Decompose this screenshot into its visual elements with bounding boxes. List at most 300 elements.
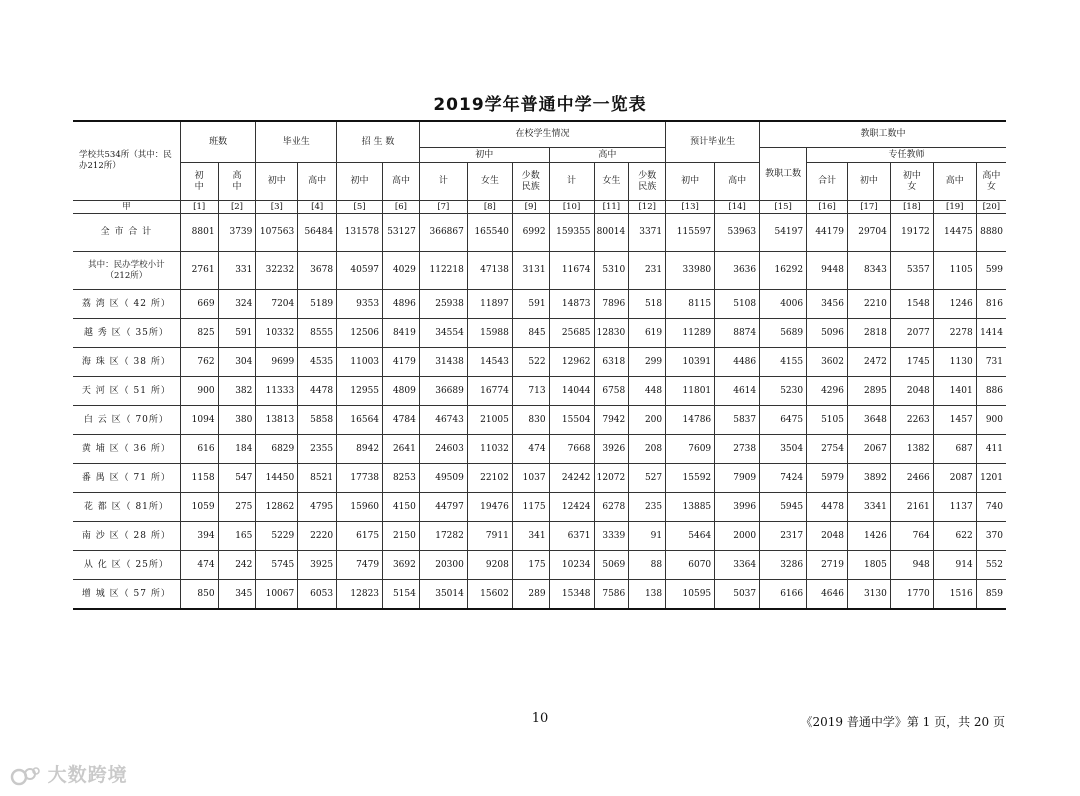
table-cell: 1745 — [890, 348, 933, 377]
table-cell: 11289 — [666, 319, 715, 348]
table-cell: 14475 — [933, 214, 976, 252]
table-cell: 2048 — [807, 522, 848, 551]
table-cell: 16292 — [760, 252, 807, 290]
table-cell: 40597 — [337, 252, 383, 290]
table-cell: 1516 — [933, 580, 976, 610]
table-cell: 49509 — [419, 464, 467, 493]
table-cell: 394 — [180, 522, 218, 551]
table-cell: 2355 — [298, 435, 337, 464]
table-body — [73, 214, 1006, 610]
table-cell: 6070 — [666, 551, 715, 580]
table-cell: 6829 — [256, 435, 298, 464]
table-cell: 3602 — [807, 348, 848, 377]
table-cell: 11003 — [337, 348, 383, 377]
table-cell: 886 — [976, 377, 1006, 406]
row-label: 其中：民办学校小计 （212所） — [73, 252, 180, 290]
table-cell: 20300 — [419, 551, 467, 580]
table-cell: 474 — [512, 435, 549, 464]
table-cell: 900 — [976, 406, 1006, 435]
table-cell: 44797 — [419, 493, 467, 522]
table-cell: 7909 — [715, 464, 760, 493]
col-staff-total: 教职工数 — [760, 148, 807, 201]
table-cell: 6278 — [594, 493, 629, 522]
table-cell: 8555 — [298, 319, 337, 348]
table-cell: 304 — [218, 348, 256, 377]
row-label: 全 市 合 计 — [73, 214, 180, 252]
table-cell: 9448 — [807, 252, 848, 290]
table-cell: 12424 — [549, 493, 594, 522]
table-cell: 2761 — [180, 252, 218, 290]
column-index: [7] — [419, 201, 467, 214]
table-cell: 8874 — [715, 319, 760, 348]
table-cell: 11333 — [256, 377, 298, 406]
col-header: 初中 — [847, 163, 890, 201]
table-cell: 547 — [218, 464, 256, 493]
table-cell: 2048 — [890, 377, 933, 406]
table-row — [73, 493, 1006, 522]
table-cell: 165 — [218, 522, 256, 551]
table-cell: 11674 — [549, 252, 594, 290]
table-cell: 4809 — [383, 377, 420, 406]
table-cell: 522 — [512, 348, 549, 377]
table-cell: 131578 — [337, 214, 383, 252]
col-header: 合计 — [807, 163, 848, 201]
table-cell: 5229 — [256, 522, 298, 551]
school-statistics-table — [73, 120, 1006, 610]
table-cell: 10234 — [549, 551, 594, 580]
table-cell: 3996 — [715, 493, 760, 522]
table-cell: 2472 — [847, 348, 890, 377]
index-label: 甲 — [73, 201, 180, 214]
table-cell: 16774 — [467, 377, 512, 406]
table-cell: 2818 — [847, 319, 890, 348]
table-row — [73, 522, 1006, 551]
table-row — [73, 406, 1006, 435]
table-cell: 341 — [512, 522, 549, 551]
column-index: [3] — [256, 201, 298, 214]
row-label: 花 都 区（ 81所） — [73, 493, 180, 522]
table-cell: 235 — [629, 493, 666, 522]
table-cell: 1382 — [890, 435, 933, 464]
table-cell: 740 — [976, 493, 1006, 522]
table-cell: 4486 — [715, 348, 760, 377]
column-index: [10] — [549, 201, 594, 214]
table-cell: 17738 — [337, 464, 383, 493]
table-cell: 88 — [629, 551, 666, 580]
table-cell: 7479 — [337, 551, 383, 580]
table-row — [73, 551, 1006, 580]
col-header: 计 — [549, 163, 594, 201]
row-label: 南 沙 区（ 28 所） — [73, 522, 180, 551]
table-cell: 138 — [629, 580, 666, 610]
table-row — [73, 435, 1006, 464]
table-cell: 527 — [629, 464, 666, 493]
table-cell: 5689 — [760, 319, 807, 348]
table-cell: 5945 — [760, 493, 807, 522]
table-cell: 53963 — [715, 214, 760, 252]
table-cell: 6175 — [337, 522, 383, 551]
table-cell: 5096 — [807, 319, 848, 348]
table-cell: 44179 — [807, 214, 848, 252]
table-cell: 448 — [629, 377, 666, 406]
table-cell: 345 — [218, 580, 256, 610]
table-cell: 8253 — [383, 464, 420, 493]
column-index: [4] — [298, 201, 337, 214]
table-cell: 2067 — [847, 435, 890, 464]
column-index: [11] — [594, 201, 629, 214]
table-cell: 16564 — [337, 406, 383, 435]
table-cell: 5310 — [594, 252, 629, 290]
table-cell: 7896 — [594, 290, 629, 319]
table-cell: 669 — [180, 290, 218, 319]
table-cell: 552 — [976, 551, 1006, 580]
table-cell: 12823 — [337, 580, 383, 610]
col-header: 女生 — [467, 163, 512, 201]
row-label: 越 秀 区（ 35所） — [73, 319, 180, 348]
table-cell: 3286 — [760, 551, 807, 580]
group-enrollment: 招 生 数 — [337, 121, 420, 163]
table-cell: 8942 — [337, 435, 383, 464]
page-number: 10 — [531, 711, 549, 726]
table-cell: 12830 — [594, 319, 629, 348]
table-row — [73, 580, 1006, 610]
table-cell: 29704 — [847, 214, 890, 252]
table-cell: 15592 — [666, 464, 715, 493]
table-cell: 3364 — [715, 551, 760, 580]
table-cell: 208 — [629, 435, 666, 464]
table-cell: 15960 — [337, 493, 383, 522]
table-cell: 3130 — [847, 580, 890, 610]
table-cell: 4896 — [383, 290, 420, 319]
table-cell: 14450 — [256, 464, 298, 493]
table-cell: 3341 — [847, 493, 890, 522]
table-cell: 1137 — [933, 493, 976, 522]
table-cell: 2210 — [847, 290, 890, 319]
table-cell: 115597 — [666, 214, 715, 252]
table-cell: 4784 — [383, 406, 420, 435]
table-cell: 8419 — [383, 319, 420, 348]
table-cell: 15504 — [549, 406, 594, 435]
row-label: 从 化 区（ 25所） — [73, 551, 180, 580]
table-cell: 91 — [629, 522, 666, 551]
col-header: 初中 — [337, 163, 383, 201]
group-classes: 班数 — [180, 121, 256, 163]
table-cell: 3926 — [594, 435, 629, 464]
table-cell: 3131 — [512, 252, 549, 290]
table-cell: 7911 — [467, 522, 512, 551]
column-index: [18] — [890, 201, 933, 214]
col-header: 高 中 — [218, 163, 256, 201]
table-cell: 165540 — [467, 214, 512, 252]
table-row — [73, 319, 1006, 348]
table-cell: 764 — [890, 522, 933, 551]
table-cell: 5858 — [298, 406, 337, 435]
group-graduates: 毕业生 — [256, 121, 337, 163]
table-cell: 9208 — [467, 551, 512, 580]
table-cell: 2278 — [933, 319, 976, 348]
table-cell: 54197 — [760, 214, 807, 252]
table-cell: 36689 — [419, 377, 467, 406]
table-cell: 4150 — [383, 493, 420, 522]
table-cell: 25938 — [419, 290, 467, 319]
col-header: 高中 — [383, 163, 420, 201]
group-staff: 教职工数中 — [760, 121, 1006, 148]
table-cell: 687 — [933, 435, 976, 464]
table-cell: 370 — [976, 522, 1006, 551]
table-cell: 31438 — [419, 348, 467, 377]
column-index: [14] — [715, 201, 760, 214]
table-cell: 713 — [512, 377, 549, 406]
table-cell: 35014 — [419, 580, 467, 610]
table-row — [73, 252, 1006, 290]
table-cell: 289 — [512, 580, 549, 610]
table-cell: 6758 — [594, 377, 629, 406]
col-header: 初中 — [666, 163, 715, 201]
table-row — [73, 464, 1006, 493]
table-cell: 4155 — [760, 348, 807, 377]
table-cell: 366867 — [419, 214, 467, 252]
table-cell: 24603 — [419, 435, 467, 464]
table-cell: 7204 — [256, 290, 298, 319]
table-cell: 1037 — [512, 464, 549, 493]
table-cell: 242 — [218, 551, 256, 580]
table-cell: 3892 — [847, 464, 890, 493]
table-cell: 231 — [629, 252, 666, 290]
col-header: 高中 — [298, 163, 337, 201]
table-cell: 382 — [218, 377, 256, 406]
table-cell: 3678 — [298, 252, 337, 290]
table-cell: 518 — [629, 290, 666, 319]
table-cell: 2220 — [298, 522, 337, 551]
watermark — [10, 760, 128, 787]
col-header: 计 — [419, 163, 467, 201]
table-cell: 591 — [218, 319, 256, 348]
table-cell: 8801 — [180, 214, 218, 252]
table-cell: 4478 — [807, 493, 848, 522]
table-cell: 731 — [976, 348, 1006, 377]
table-cell: 900 — [180, 377, 218, 406]
table-cell: 830 — [512, 406, 549, 435]
table-cell: 4646 — [807, 580, 848, 610]
col-header: 女生 — [594, 163, 629, 201]
table-cell: 46743 — [419, 406, 467, 435]
table-cell: 3456 — [807, 290, 848, 319]
table-cell: 12506 — [337, 319, 383, 348]
table-cell: 619 — [629, 319, 666, 348]
table-cell: 1414 — [976, 319, 1006, 348]
table-cell: 331 — [218, 252, 256, 290]
table-cell: 11801 — [666, 377, 715, 406]
table-cell: 14786 — [666, 406, 715, 435]
page-title: 2019学年普通中学一览表 — [433, 95, 647, 115]
table-cell: 80014 — [594, 214, 629, 252]
table-cell: 9699 — [256, 348, 298, 377]
table-cell: 4006 — [760, 290, 807, 319]
table-cell: 1548 — [890, 290, 933, 319]
table-cell: 2087 — [933, 464, 976, 493]
table-cell: 14543 — [467, 348, 512, 377]
table-cell: 19476 — [467, 493, 512, 522]
table-cell: 112218 — [419, 252, 467, 290]
table-cell: 33980 — [666, 252, 715, 290]
table-cell: 7609 — [666, 435, 715, 464]
col-header: 高中 女 — [976, 163, 1006, 201]
table-cell: 1426 — [847, 522, 890, 551]
table-cell: 1059 — [180, 493, 218, 522]
column-index: [15] — [760, 201, 807, 214]
column-index: [2] — [218, 201, 256, 214]
table-cell: 1158 — [180, 464, 218, 493]
table-cell: 3339 — [594, 522, 629, 551]
row-label: 海 珠 区（ 38 所） — [73, 348, 180, 377]
table-cell: 1175 — [512, 493, 549, 522]
table-cell: 4795 — [298, 493, 337, 522]
table-cell: 2150 — [383, 522, 420, 551]
table-cell: 616 — [180, 435, 218, 464]
table-cell: 2754 — [807, 435, 848, 464]
table-cell: 53127 — [383, 214, 420, 252]
table-cell: 2466 — [890, 464, 933, 493]
table-cell: 4478 — [298, 377, 337, 406]
group-in-school: 在校学生情况 — [419, 121, 665, 148]
table-cell: 3636 — [715, 252, 760, 290]
table-cell: 2077 — [890, 319, 933, 348]
sub-junior: 初中 — [419, 148, 549, 163]
table-row — [73, 214, 1006, 252]
table-cell: 1130 — [933, 348, 976, 377]
column-index: [12] — [629, 201, 666, 214]
table-cell: 3692 — [383, 551, 420, 580]
table-cell: 5069 — [594, 551, 629, 580]
table-cell: 591 — [512, 290, 549, 319]
table-cell: 845 — [512, 319, 549, 348]
table-cell: 8343 — [847, 252, 890, 290]
col-header: 高中 — [715, 163, 760, 201]
col-header: 初 中 — [180, 163, 218, 201]
table-cell: 12962 — [549, 348, 594, 377]
table-cell: 5357 — [890, 252, 933, 290]
table-cell: 4535 — [298, 348, 337, 377]
table-cell: 2738 — [715, 435, 760, 464]
table-cell: 12072 — [594, 464, 629, 493]
table-cell: 850 — [180, 580, 218, 610]
col-header: 初中 — [256, 163, 298, 201]
table-cell: 1246 — [933, 290, 976, 319]
table-cell: 299 — [629, 348, 666, 377]
table-cell: 34554 — [419, 319, 467, 348]
table-cell: 5230 — [760, 377, 807, 406]
table-cell: 22102 — [467, 464, 512, 493]
table-cell: 7586 — [594, 580, 629, 610]
row-label: 番 禺 区（ 71 所） — [73, 464, 180, 493]
table-cell: 1201 — [976, 464, 1006, 493]
table-cell: 10595 — [666, 580, 715, 610]
page-footer-text: 《2019 普通中学》第 1 页，共 20 页 — [800, 715, 1005, 729]
table-cell: 859 — [976, 580, 1006, 610]
table-cell: 47138 — [467, 252, 512, 290]
table-cell: 8115 — [666, 290, 715, 319]
table-cell: 8521 — [298, 464, 337, 493]
watermark-text: 大数跨境 — [47, 764, 128, 786]
table-cell: 3504 — [760, 435, 807, 464]
row-label: 天 河 区（ 51 所） — [73, 377, 180, 406]
table-cell: 4029 — [383, 252, 420, 290]
table-cell: 4614 — [715, 377, 760, 406]
table-cell: 10067 — [256, 580, 298, 610]
table-cell: 948 — [890, 551, 933, 580]
table-cell: 9353 — [337, 290, 383, 319]
table-cell: 107563 — [256, 214, 298, 252]
table-cell: 380 — [218, 406, 256, 435]
table-cell: 10332 — [256, 319, 298, 348]
table-cell: 6371 — [549, 522, 594, 551]
table-cell: 175 — [512, 551, 549, 580]
column-index-row — [73, 201, 1006, 214]
table-row — [73, 290, 1006, 319]
table-cell: 1401 — [933, 377, 976, 406]
table-cell: 1105 — [933, 252, 976, 290]
table-cell: 14044 — [549, 377, 594, 406]
row-label: 白 云 区（ 70所） — [73, 406, 180, 435]
column-header-row — [73, 163, 1006, 201]
table-cell: 3739 — [218, 214, 256, 252]
table-cell: 3648 — [847, 406, 890, 435]
table-cell: 13885 — [666, 493, 715, 522]
table-cell: 15348 — [549, 580, 594, 610]
row-label: 黄 埔 区（ 36 所） — [73, 435, 180, 464]
table-cell: 599 — [976, 252, 1006, 290]
row-label: 荔 湾 区（ 42 所） — [73, 290, 180, 319]
corner-header: 学校共534所（其中：民办212所） — [73, 121, 180, 201]
table-cell: 17282 — [419, 522, 467, 551]
sub-full-time-teachers: 专任教师 — [807, 148, 1006, 163]
table-cell: 5837 — [715, 406, 760, 435]
table-cell: 12862 — [256, 493, 298, 522]
table-cell: 1805 — [847, 551, 890, 580]
table-cell: 622 — [933, 522, 976, 551]
table-cell: 159355 — [549, 214, 594, 252]
table-cell: 25685 — [549, 319, 594, 348]
table-cell: 4296 — [807, 377, 848, 406]
table-cell: 5154 — [383, 580, 420, 610]
table-cell: 914 — [933, 551, 976, 580]
table-cell: 10391 — [666, 348, 715, 377]
column-index: [16] — [807, 201, 848, 214]
table-cell: 12955 — [337, 377, 383, 406]
table-cell: 2317 — [760, 522, 807, 551]
table-cell: 762 — [180, 348, 218, 377]
table-cell: 19172 — [890, 214, 933, 252]
table-cell: 24242 — [549, 464, 594, 493]
column-index: [5] — [337, 201, 383, 214]
table-cell: 1770 — [890, 580, 933, 610]
table-cell: 11897 — [467, 290, 512, 319]
table-cell: 6992 — [512, 214, 549, 252]
table-cell: 7942 — [594, 406, 629, 435]
col-header: 初中 女 — [890, 163, 933, 201]
table-cell: 2641 — [383, 435, 420, 464]
column-index: [8] — [467, 201, 512, 214]
table-cell: 6166 — [760, 580, 807, 610]
table-cell: 5745 — [256, 551, 298, 580]
table-cell: 11032 — [467, 435, 512, 464]
table-cell: 6475 — [760, 406, 807, 435]
table-cell: 1457 — [933, 406, 976, 435]
table-cell: 825 — [180, 319, 218, 348]
table-cell: 32232 — [256, 252, 298, 290]
table-cell: 21005 — [467, 406, 512, 435]
column-index: [19] — [933, 201, 976, 214]
